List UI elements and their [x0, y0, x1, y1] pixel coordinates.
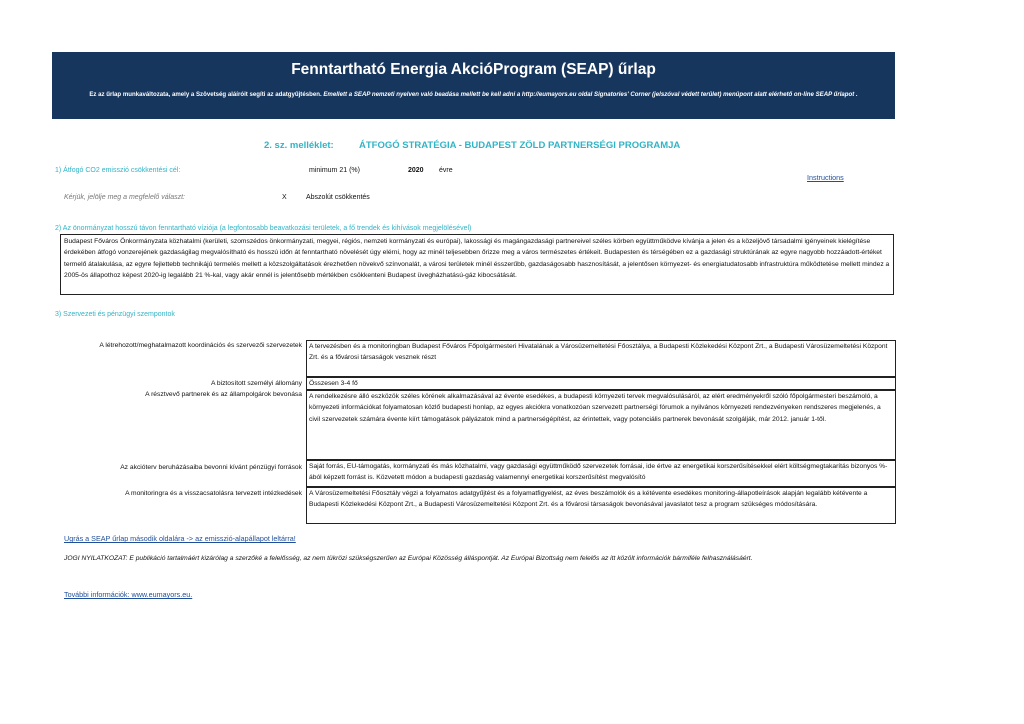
row-label-partners: A résztvevő partnerek és az állampolgárok bevonása [145, 391, 302, 398]
annex-number: 2. sz. melléklet: [264, 140, 334, 151]
jump-to-page2-link[interactable]: Ugrás a SEAP űrlap második oldalára -> az emisszió-alapállapot leltárra! [64, 534, 296, 543]
form-description-plain: Ez az űrlap munkaváltozata, amely a Szövetség aláíróit segíti az adatgyűjtésben. [89, 91, 322, 98]
target-year-suffix: évre [439, 167, 453, 174]
section2-heading: 2) Az önormányzat hosszú távon fenntartható víziója (a legfontosabb beavatkozási területek, a fő trendek és kihívások megjelölésével) [55, 225, 472, 232]
legal-disclaimer: JOGI NYILATKOZAT: E publikáció tartalmáért kizárólag a szerzőké a felelősség, az nem tükrözi szükségszerűen az Európai Közösség álláspontját. Az Európai Bizottság nem felelős az itt közölt információk bármiféle felhasználásáért. [64, 555, 753, 562]
form-description-italic: Emellett a SEAP nemzeti nyelven való beadása mellett be kell adni a http://eumayors.eu oldal Signatories' Corner (jelszóval védett terület) menüpont alatt elérhető on-line SEAP űrlapot . [321, 91, 858, 98]
annex-name: ÁTFOGÓ STRATÉGIA - BUDAPEST ZÖLD PARTNERSÉGI PROGRAMJA [359, 140, 681, 151]
row-value-staff[interactable]: Összesen 3-4 fő [306, 377, 896, 390]
target-value: minimum 21 (%) [309, 167, 360, 174]
row-label-monitoring: A monitoringra és a visszacsatolásra tervezett intézkedések [125, 490, 302, 497]
choice-prompt: Kérjük, jelölje meg a megfelelő választ: [64, 194, 186, 201]
row-label-coordination: A létrehozott/meghatalmazott koordinációs és szervezői szervezetek [99, 342, 302, 349]
row-value-financing[interactable]: Saját forrás, EU-támogatás, kormányzati és más közhatalmi, vagy gazdasági együttműködő szervezetek forrásai, ide értve az energetikai korszerűsítésekkel elért költségmegtakarítás bizonyos %-ából képzett forrást is. Közvetett módon a budapesti gazdaság valamennyi energetikai korszerűsítést megvalósító [306, 460, 896, 487]
row-label-financing: Az akcióterv beruházásaiba bevonni kívánt pénzügyi források [120, 464, 302, 471]
form-header [52, 52, 895, 119]
instructions-link[interactable]: Instructions [807, 173, 844, 182]
choice-mark[interactable]: X [282, 194, 287, 201]
row-value-coordination[interactable]: A tervezésben és a monitoringban Budapest Főváros Főpolgármesteri Hivatalának a Városüzemeltetési Főosztálya, a Budapesti Közlekedési Központ Zrt., a Budapesti Városüzemeltetési Központ Zrt. és a fővárosi társaságok vesznek részt [306, 340, 896, 377]
row-value-monitoring[interactable]: A Városüzemeltetési Főosztály végzi a folyamatos adatgyűjtést és a folyamatfigyelést, az éves beszámolók és a kétévente esedékes monitoring-állapotleírások alapján legalább kétévente a Budapesti Közlekedési Központ Zrt., a Budapesti Városüzemeltetési Központ Zrt. és a fővárosi társaságok bevonásával javaslatot tesz a program szükséges módosítására. [306, 487, 896, 524]
section1-heading: 1) Átfogó CO2 emisszió csökkentési cél: [55, 167, 181, 174]
choice-absolute-reduction: Abszolút csökkentés [306, 194, 370, 201]
vision-text-box[interactable]: Budapest Főváros Önkormányzata közhatalmi (kerületi, szomszédos önkormányzati, megyei, régiós, nemzeti kormányzati és európai), lakossági és magángazdasági partnereivel széles körben együttműködve kívánja a jelen és a közeljövő társadalmi igényeinek kielégítése érdekében átfogó vonzerejének gazdaságilag megvalósítható és hosszú időn át fenntartható növelését úgy elérni, hogy az minél teljesebben őrizze meg a város természetes értékeit. Budapesten és térségében ez a gazdasági struktúrának az egyre nagyobb hozzáadott-értéket termelő átalakulása, az egyre fejlettebb technikájú termelés mellett a közszolgáltatások érezhetően növekvő színvonalát, a városi területek minél ésszerűbb, gazdaságosabb hasznosítását, a jelentősen környezet- és energiatudatosabb infrastruktúra működtetése mellett mindez a 2005-ös állapothoz képest 2020-ig legalább 21 %-kal, vagy akár ennél is jelentősebb mértékben csökkenteni Budapest üvegházhatású-gáz kibocsátását. [60, 234, 894, 295]
row-value-partners[interactable]: A rendelkezésre álló eszközök széles körének alkalmazásával az évente esedékes, a budapesti környezeti tervek megvalósulásáról, az elért eredményekről szóló főpolgármesteri beszámoló, a környezeti információkat folyamatosan közlő budapesti honlap, az egyes akciókra vonatkozóan szervezett partnerségi fórumok a nyilvános környezeti rendezvényeken rendszeres megjelenés, a civil szervezetek számára évente kiírt támogatások pályázatok mind a partnerségépítést, az érintettek, vagy potenciális partnerek bevonását szolgálják, már 2012. január 1-től. [306, 390, 896, 460]
row-label-staff: A biztosított személyi állomány [210, 380, 302, 387]
target-year: 2020 [408, 167, 424, 174]
form-title: Fenntartható Energia AkcióProgram (SEAP) űrlap [291, 61, 656, 78]
section3-heading: 3) Szervezeti és pénzügyi szempontok [55, 311, 175, 318]
more-info-link[interactable]: További információk: www.eumayors.eu. [64, 590, 193, 599]
form-description [60, 89, 887, 100]
